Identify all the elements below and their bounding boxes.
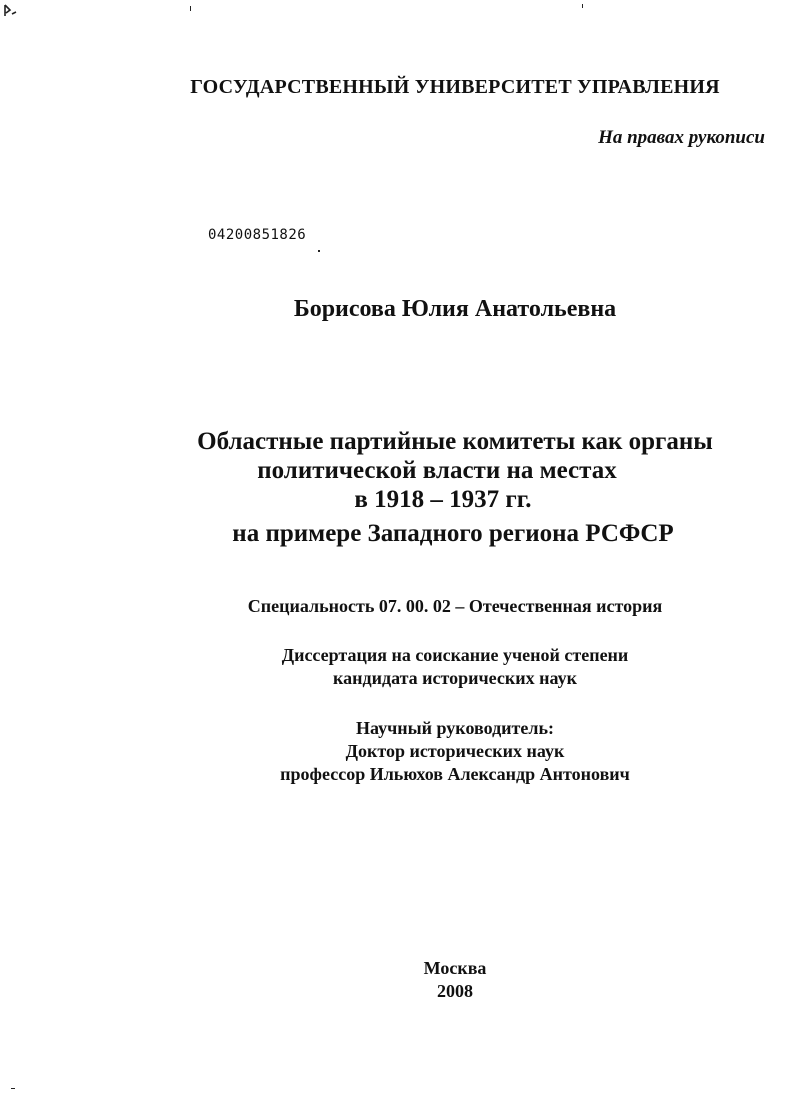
supervisor-degree: Доктор исторических наук [345, 741, 565, 761]
scan-dot-top [190, 6, 191, 11]
university-name: ГОСУДАРСТВЕННЫЙ УНИВЕРСИТЕТ УПРАВЛЕНИЯ [190, 76, 720, 98]
year: 2008 [437, 981, 473, 1001]
scan-mark-top-left [4, 4, 14, 16]
scan-dot-bottom-left [11, 1088, 15, 1089]
scan-dot-top-right [582, 4, 583, 8]
specialty: Специальность 07. 00. 02 – Отечественная история [247, 596, 663, 616]
degree-line-2: кандидата исторических наук [333, 668, 577, 688]
supervisor-label: Научный руководитель: [356, 718, 554, 738]
degree-line-1: Диссертация на соискание ученой степени [281, 645, 629, 665]
title-line-2: политической власти на местах [257, 457, 617, 484]
author-name: Борисова Юлия Анатольевна [293, 296, 617, 322]
stamp-dot [318, 250, 320, 252]
inventory-number: 04200851826 [208, 227, 307, 243]
rights-note: На правах рукописи [598, 127, 765, 148]
title-line-4: на примере Западного региона РСФСР [232, 520, 674, 547]
supervisor-name: профессор Ильюхов Александр Антонович [280, 764, 630, 784]
title-line-1: Областные партийные комитеты как органы [197, 428, 713, 455]
title-line-3: в 1918 – 1937 гг. [354, 486, 532, 513]
scan-artifact-icon [4, 4, 18, 18]
city: Москва [423, 958, 487, 978]
